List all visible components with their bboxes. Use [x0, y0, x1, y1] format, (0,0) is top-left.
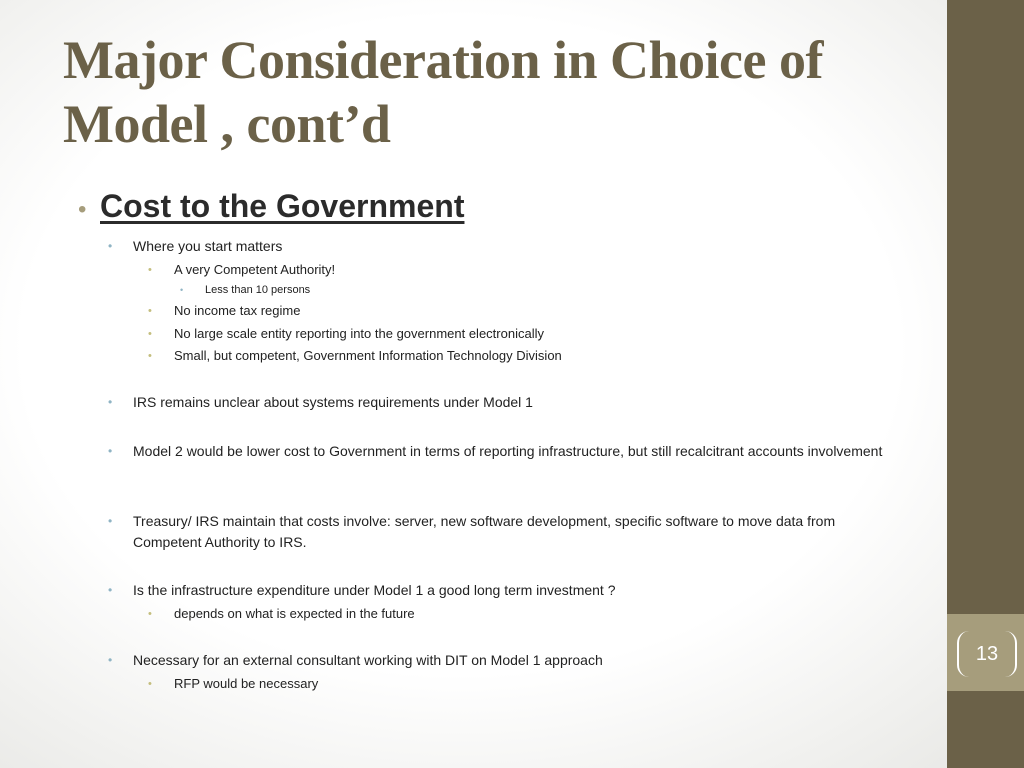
- list-item-text: depends on what is expected in the future: [174, 606, 415, 621]
- list-item: [148, 347, 562, 365]
- list-item: [148, 302, 300, 320]
- slide-title: Major Consideration in Choice of Model , cont’d: [63, 30, 823, 154]
- list-item-text: Small, but competent, Government Information Technology Division: [174, 348, 562, 363]
- list-item-text: RFP would be necessary: [174, 676, 319, 691]
- list-item-text: Is the infrastructure expenditure under Model 1 a good long term investment ?: [133, 582, 616, 598]
- list-item-text: A very Competent Authority!: [174, 262, 336, 277]
- list-item-text: Where you start matters: [133, 238, 283, 254]
- bullet-icon: •: [108, 239, 113, 253]
- list-item-text: Model 2 would be lower cost to Government in terms of reporting infrastructure, but still recalcitrant accounts involvement: [133, 443, 883, 459]
- bullet-icon: •: [78, 196, 87, 223]
- list-item: [108, 392, 893, 413]
- bullet-icon: •: [148, 305, 152, 317]
- list-item-text: IRS remains unclear about systems requirements under Model 1: [133, 394, 533, 410]
- list-item: [108, 650, 893, 671]
- bullet-icon: •: [148, 678, 152, 690]
- bullet-icon: •: [108, 583, 113, 597]
- list-item: [148, 605, 415, 623]
- bullet-icon: •: [148, 264, 152, 276]
- bullet-icon: •: [180, 285, 184, 295]
- list-item: [180, 283, 310, 298]
- bullet-icon: •: [108, 395, 113, 409]
- list-item: [148, 325, 544, 343]
- bullet-icon: •: [148, 350, 152, 362]
- section-heading: Cost to the Government: [100, 188, 465, 224]
- list-item: [108, 511, 893, 553]
- list-item-text: Treasury/ IRS maintain that costs involve: server, new software development, specific software to move data from Competent Authority to IRS.: [133, 513, 836, 550]
- list-item-text: Necessary for an external consultant working with DIT on Model 1 approach: [133, 652, 603, 668]
- page-number: 13: [957, 631, 1017, 677]
- bullet-icon: •: [148, 328, 152, 340]
- list-item-text: No large scale entity reporting into the government electronically: [174, 326, 544, 341]
- bullet-icon: •: [148, 608, 152, 620]
- list-item-text: No income tax regime: [174, 303, 301, 318]
- bullet-icon: •: [108, 514, 113, 528]
- list-item-text: Less than 10 persons: [205, 284, 311, 296]
- list-item: [108, 580, 893, 601]
- bullet-icon: •: [108, 444, 113, 458]
- list-item: [108, 441, 893, 462]
- list-item: [148, 261, 335, 279]
- main-bullet: [78, 188, 464, 225]
- list-item: [148, 675, 318, 693]
- list-item: [108, 236, 893, 257]
- bullet-icon: •: [108, 653, 113, 667]
